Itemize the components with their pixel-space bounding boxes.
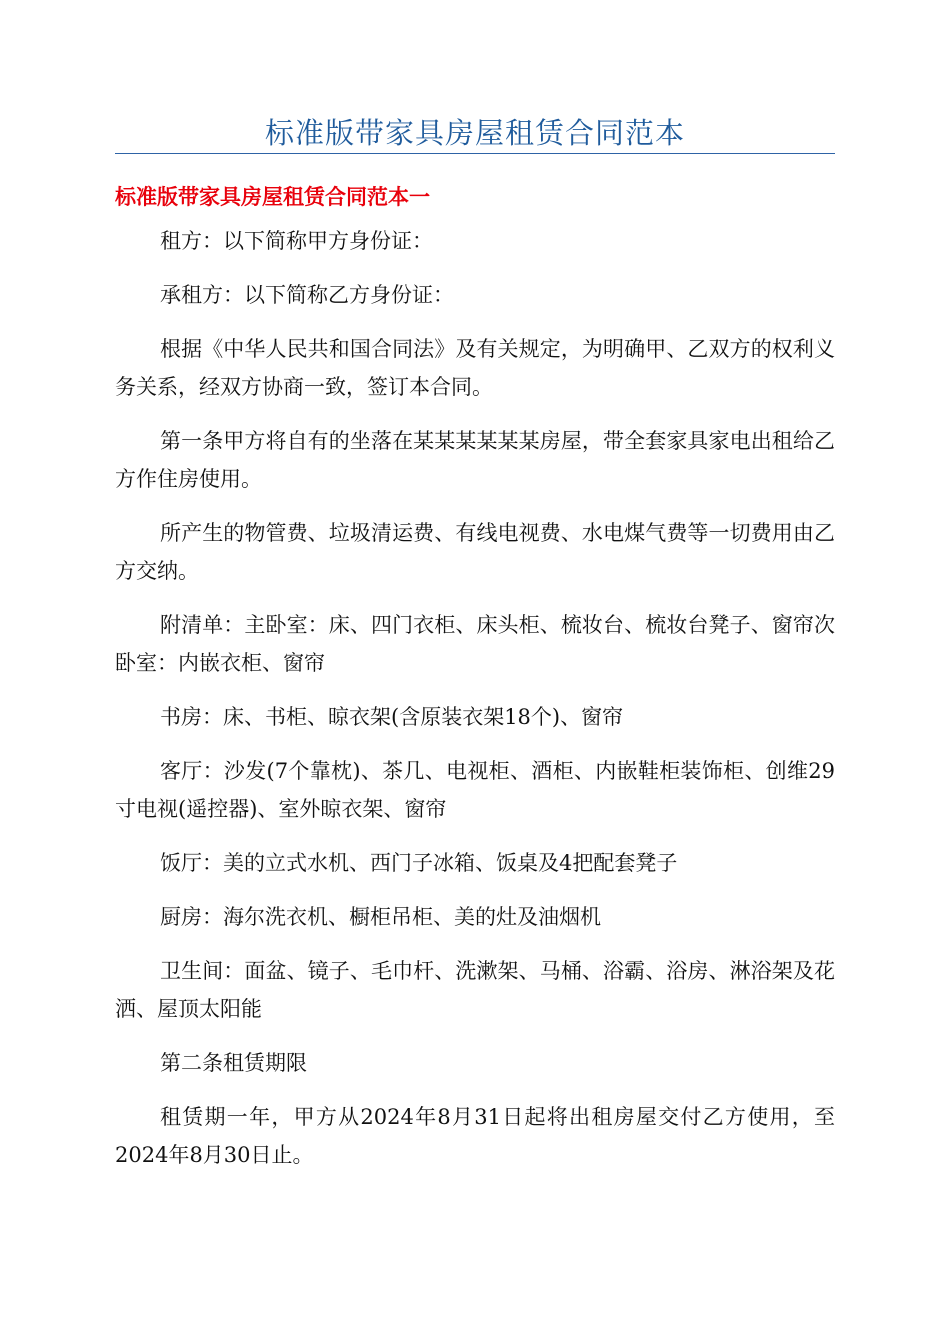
paragraph-lessor: 租方：以下简称甲方身份证： [160,229,433,253]
paragraph-fees: 所产生的物管费、垃圾清运费、有线电视费、水电煤气费等一切费用由乙方交纳。 [115,521,835,583]
paragraph-preamble: 根据《中华人民共和国合同法》及有关规定，为明确甲、乙双方的权利义务关系，经双方协商一致，签订本合同。 [115,337,835,399]
title-underline-divider [115,153,835,154]
paragraph-lease-term: 租赁期一年，甲方从2024年8月31日起将出租房屋交付乙方使用，至2024年8月30日止。 [115,1105,835,1167]
document-body [115,222,835,1190]
section-heading: 标准版带家具房屋租赁合同范本一 [115,185,430,209]
document-title: 标准版带家具房屋租赁合同范本 [264,116,685,150]
paragraph-inventory-bathroom: 卫生间：面盆、镜子、毛巾杆、洗漱架、马桶、浴霸、浴房、淋浴架及花洒、屋顶太阳能 [115,959,835,1021]
paragraph-article-1: 第一条甲方将自有的坐落在某某某某某某房屋，带全套家具家电出租给乙方作住房使用。 [115,429,835,491]
paragraph-inventory-living-room: 客厅：沙发(7个靠枕)、茶几、电视柜、酒柜、内嵌鞋柜装饰柜、创维29寸电视(遥控器)、室外晾衣架、窗帘 [115,759,835,821]
paragraph-inventory-bedrooms: 附清单：主卧室：床、四门衣柜、床头柜、梳妆台、梳妆台凳子、窗帘次卧室：内嵌衣柜、窗帘 [115,613,835,675]
paragraph-inventory-kitchen: 厨房：海尔洗衣机、橱柜吊柜、美的灶及油烟机 [160,905,601,929]
paragraph-inventory-study: 书房：床、书柜、晾衣架(含原装衣架18个)、窗帘 [160,705,624,729]
paragraph-article-2-heading: 第二条租赁期限 [160,1051,307,1075]
paragraph-lessee: 承租方：以下简称乙方身份证： [160,283,454,307]
paragraph-inventory-dining-room: 饭厅：美的立式水机、西门子冰箱、饭桌及4把配套凳子 [160,851,678,875]
